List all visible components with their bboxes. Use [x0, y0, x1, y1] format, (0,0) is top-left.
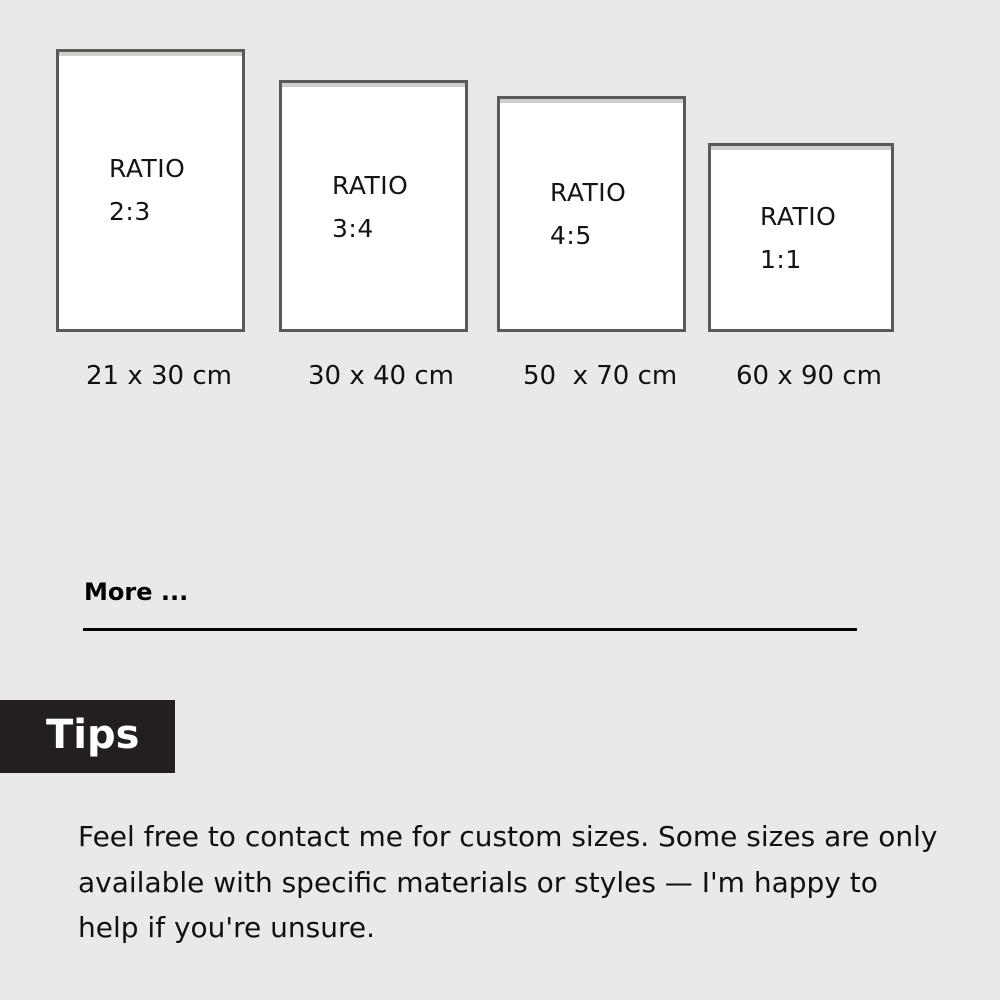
- frame-ratio-1-1-text: [760, 195, 836, 281]
- size-label-30x40: 30 x 40 cm: [308, 361, 454, 391]
- size-label-50x70: 50 x 70 cm: [523, 361, 678, 391]
- divider: [83, 628, 857, 631]
- tips-badge: [0, 700, 175, 773]
- ratio-label: RATIO: [109, 154, 186, 183]
- tips-body: Feel free to contact me for custom sizes. Some sizes are only available with specific materials or styles — I'm happy to help if you're unsure.: [78, 820, 938, 944]
- tips-heading: Tips: [46, 712, 140, 758]
- ratio-value: 2:3: [109, 197, 151, 226]
- ratio-value: 4:5: [550, 221, 592, 250]
- ratio-label: RATIO: [760, 202, 837, 231]
- frame-ratio-2-3-text: [109, 147, 185, 233]
- frame-ratio-4-5-text: [550, 171, 626, 257]
- ratio-label: RATIO: [550, 178, 627, 207]
- ratio-value: 1:1: [760, 245, 802, 274]
- size-label-21x30: 21 x 30 cm: [86, 361, 232, 391]
- frame-ratio-3-4-text: [332, 164, 408, 250]
- ratio-value: 3:4: [332, 214, 374, 243]
- more-link[interactable]: More ...: [84, 578, 189, 606]
- size-label-60x90: 60 x 90 cm: [736, 361, 882, 391]
- ratio-label: RATIO: [332, 171, 409, 200]
